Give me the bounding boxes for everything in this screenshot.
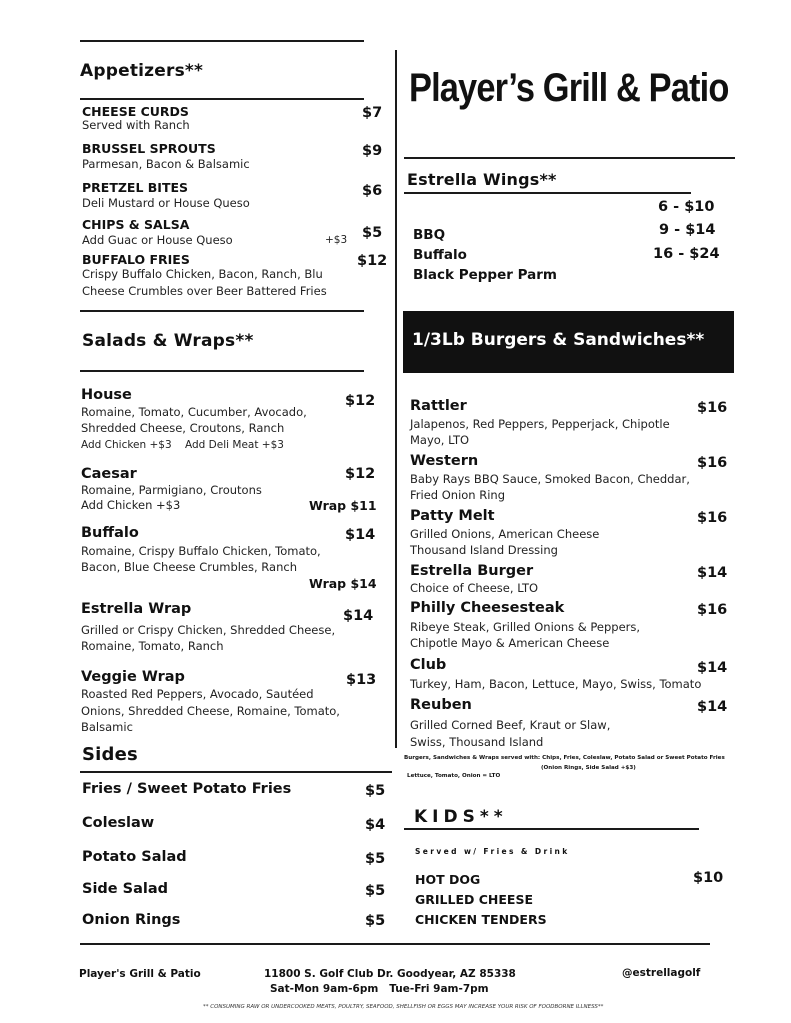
menu-item-name: Rattler xyxy=(410,398,467,414)
menu-item-price: $14 xyxy=(343,608,374,624)
menu-item-price: $7 xyxy=(362,105,383,121)
side-item-name: Coleslaw xyxy=(82,815,155,831)
menu-item-desc: Chipotle Mayo & American Cheese xyxy=(410,636,610,650)
divider-footer xyxy=(80,943,710,945)
menu-item-name: CHEESE CURDS xyxy=(82,104,189,119)
menu-item-desc: Swiss, Thousand Island xyxy=(410,735,544,749)
menu-item-desc: Shredded Cheese, Croutons, Ranch xyxy=(81,421,285,435)
menu-item-name: Buffalo xyxy=(81,525,139,541)
divider-salads-top xyxy=(80,310,364,312)
menu-item-price: $14 xyxy=(697,565,728,581)
menu-item-desc: Turkey, Ham, Bacon, Lettuce, Mayo, Swiss, Tomato xyxy=(410,677,702,691)
wrap-price: Wrap $14 xyxy=(309,576,377,591)
side-item-price: $5 xyxy=(365,883,386,899)
menu-item-name: CHIPS & SALSA xyxy=(82,217,190,232)
side-item-name: Potato Salad xyxy=(82,849,187,865)
wings-price: 9 - $14 xyxy=(659,222,716,238)
menu-item-price: $5 xyxy=(362,225,383,241)
footer-social-handle[interactable]: @estrellagolf xyxy=(622,967,701,979)
menu-item-desc: Choice of Cheese, LTO xyxy=(410,581,539,595)
side-item-name: Onion Rings xyxy=(82,912,181,928)
menu-item-desc: Romaine, Tomato, Cucumber, Avocado, xyxy=(81,405,307,419)
menu-item-name: Patty Melt xyxy=(410,508,495,524)
footer-restaurant-name: Player's Grill & Patio xyxy=(79,968,201,980)
menu-item-desc: Crispy Buffalo Chicken, Bacon, Ranch, Blu xyxy=(82,267,323,281)
menu-item-price: $13 xyxy=(346,672,377,688)
menu-item-price: $16 xyxy=(697,510,728,526)
menu-item-price: $12 xyxy=(345,466,376,482)
kids-heading: KIDS** xyxy=(414,807,508,827)
menu-item-desc: Onions, Shredded Cheese, Romaine, Tomato, xyxy=(81,704,340,718)
menu-item-desc: Balsamic xyxy=(81,720,133,734)
served-with-note-extra: (Onion Rings, Side Salad +$3) xyxy=(541,765,636,771)
menu-item-desc: Served with Ranch xyxy=(82,118,190,132)
menu-item-price: $14 xyxy=(697,699,728,715)
menu-item-name: Veggie Wrap xyxy=(81,669,185,685)
side-item-name: Side Salad xyxy=(82,881,169,897)
side-item-price: $5 xyxy=(365,783,386,799)
menu-item-desc: Jalapenos, Red Peppers, Pepperjack, Chipotle xyxy=(410,417,670,431)
wings-flavor: Black Pepper Parm xyxy=(413,267,557,283)
menu-item-price: $16 xyxy=(697,602,728,618)
wings-flavor: BBQ xyxy=(413,227,446,243)
kids-item: GRILLED CHEESE xyxy=(415,892,533,907)
menu-item-desc: Cheese Crumbles over Beer Battered Fries xyxy=(82,284,327,298)
menu-item-desc: Fried Onion Ring xyxy=(410,488,506,502)
divider-sides xyxy=(80,771,392,773)
appetizers-heading: Appetizers** xyxy=(80,61,204,81)
menu-item-price: $6 xyxy=(362,183,383,199)
menu-item-desc: Grilled or Crispy Chicken, Shredded Cheese, xyxy=(81,623,336,637)
menu-item-price: $12 xyxy=(357,253,388,269)
wrap-price: Wrap $11 xyxy=(309,498,377,513)
kids-price: $10 xyxy=(693,870,724,886)
menu-item-desc: Deli Mustard or House Queso xyxy=(82,196,250,210)
divider-appetizers xyxy=(80,98,364,100)
divider-wings xyxy=(404,192,691,194)
menu-item-name: House xyxy=(81,387,132,403)
divider-title xyxy=(404,157,735,159)
menu-item-addon: +$3 xyxy=(325,234,348,246)
menu-item-price: $14 xyxy=(697,660,728,676)
menu-item-name: BUFFALO FRIES xyxy=(82,252,190,267)
burgers-heading-banner xyxy=(403,311,734,373)
menu-item-price: $9 xyxy=(362,143,383,159)
burgers-heading: 1/3Lb Burgers & Sandwiches** xyxy=(412,330,705,350)
footer-disclaimer: ** CONSUMING RAW OR UNDERCOOKED MEATS, POULTRY, SEAFOOD, SHELLFISH OR EGGS MAY INCREASE YOUR RISK OF FOODBORNE ILLNESS** xyxy=(203,1004,604,1010)
menu-item-desc: Add Chicken +$3 xyxy=(81,498,181,512)
footer-hours: Sat-Mon 9am-6pm Tue-Fri 9am-7pm xyxy=(270,983,489,995)
wings-price: 16 - $24 xyxy=(653,246,720,262)
menu-item-desc: Thousand Island Dressing xyxy=(410,543,558,557)
wings-heading: Estrella Wings** xyxy=(407,170,557,189)
menu-item-desc: Ribeye Steak, Grilled Onions & Peppers, xyxy=(410,620,641,634)
menu-item-desc: Mayo, LTO xyxy=(410,433,470,447)
side-item-price: $4 xyxy=(365,817,386,833)
kids-item: HOT DOG xyxy=(415,872,481,887)
kids-subheading: Served w/ Fries & Drink xyxy=(415,847,570,856)
side-item-price: $5 xyxy=(365,851,386,867)
menu-item-desc: Bacon, Blue Cheese Crumbles, Ranch xyxy=(81,560,297,574)
menu-item-desc: Romaine, Tomato, Ranch xyxy=(81,639,224,653)
menu-item-name: Reuben xyxy=(410,697,472,713)
menu-item-name: Club xyxy=(410,657,447,673)
kids-item: CHICKEN TENDERS xyxy=(415,912,547,927)
wings-flavor: Buffalo xyxy=(413,247,467,263)
divider-salads xyxy=(80,370,364,372)
menu-item-name: Estrella Wrap xyxy=(81,601,192,617)
menu-item-price: $12 xyxy=(345,393,376,409)
menu-item-desc: Grilled Corned Beef, Kraut or Slaw, xyxy=(410,718,611,732)
sides-heading: Sides xyxy=(82,744,138,765)
menu-item-price: $16 xyxy=(697,400,728,416)
menu-item-name: Caesar xyxy=(81,466,137,482)
menu-item-price: $14 xyxy=(345,527,376,543)
divider-kids xyxy=(404,828,699,830)
menu-item-desc: Parmesan, Bacon & Balsamic xyxy=(82,157,250,171)
menu-item-desc: Romaine, Parmigiano, Croutons xyxy=(81,483,262,497)
divider-top-left xyxy=(80,40,364,42)
served-with-note: Burgers, Sandwiches & Wraps served with: Chips, Fries, Coleslaw, Potato Salad or Sweet Potato Fries xyxy=(404,755,725,761)
menu-item-name: BRUSSEL SPROUTS xyxy=(82,141,216,156)
menu-item-name: Estrella Burger xyxy=(410,563,534,579)
menu-item-desc: Romaine, Crispy Buffalo Chicken, Tomato, xyxy=(81,544,321,558)
menu-item-desc: Grilled Onions, American Cheese xyxy=(410,527,600,541)
menu-item-addon: Add Chicken +$3 Add Deli Meat +$3 xyxy=(81,439,284,451)
salads-heading: Salads & Wraps** xyxy=(82,331,254,351)
page-title: Player’s Grill & Patio xyxy=(409,66,729,110)
menu-item-name: PRETZEL BITES xyxy=(82,180,189,195)
menu-item-name: Western xyxy=(410,453,479,469)
menu-item-price: $16 xyxy=(697,455,728,471)
footer-address: 11800 S. Golf Club Dr. Goodyear, AZ 85338 xyxy=(264,968,516,980)
menu-item-desc: Baby Rays BBQ Sauce, Smoked Bacon, Cheddar, xyxy=(410,472,690,486)
menu-item-desc: Add Guac or House Queso xyxy=(82,233,233,247)
menu-item-desc: Roasted Red Peppers, Avocado, Sautéed xyxy=(81,687,314,701)
side-item-price: $5 xyxy=(365,913,386,929)
lto-note: Lettuce, Tomato, Onion = LTO xyxy=(407,773,501,779)
wings-price: 6 - $10 xyxy=(658,199,715,215)
column-divider xyxy=(395,50,397,748)
side-item-name: Fries / Sweet Potato Fries xyxy=(82,781,292,797)
menu-item-name: Philly Cheesesteak xyxy=(410,600,565,616)
